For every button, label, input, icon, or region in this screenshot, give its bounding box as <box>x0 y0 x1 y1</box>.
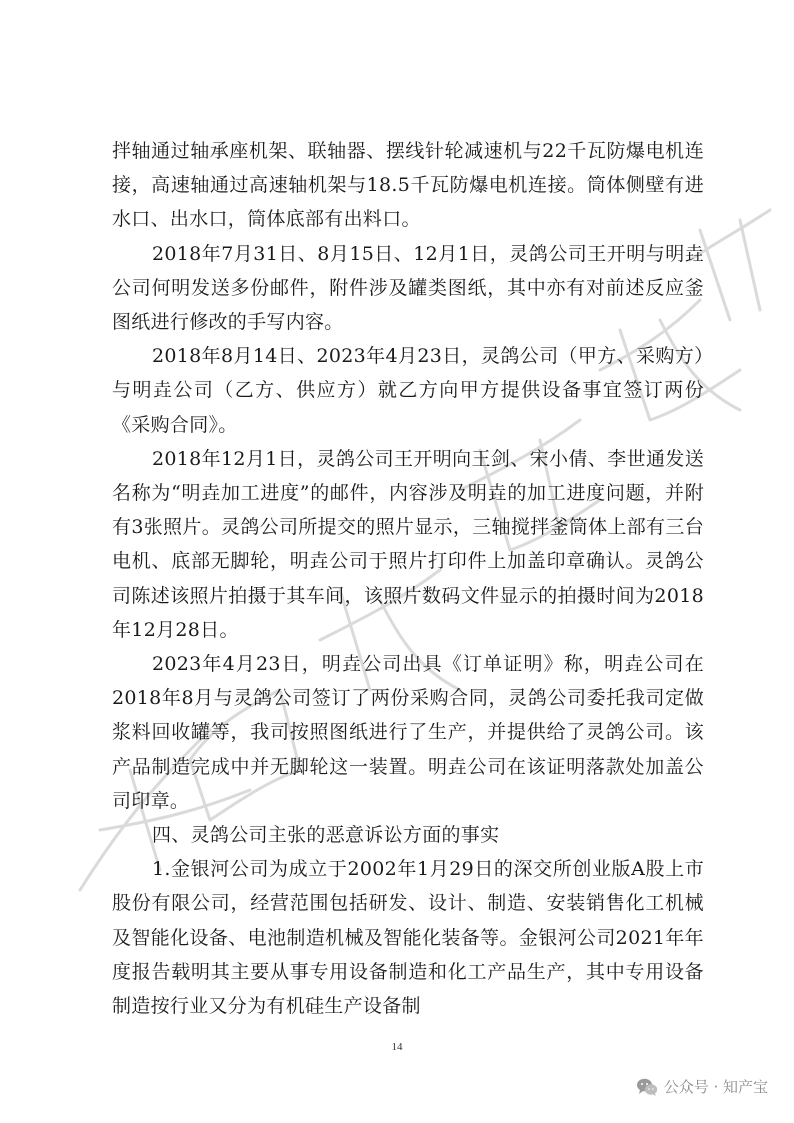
badge-label: 公众号 · 知产宝 <box>663 1078 768 1096</box>
paragraph-1: 拌轴通过轴承座机架、联轴器、摆线针轮减速机与22千瓦防爆电机连接，高速轴通过高速轴机架与18.5千瓦防爆电机连接。筒体侧壁有进水口、出水口，筒体底部有出料口。 <box>112 140 704 231</box>
document-body <box>112 134 704 1023</box>
paragraph-5: 2023年4月23日，明垚公司出具《订单证明》称，明垚公司在2018年8月与灵鸽公司签订了两份采购合同，灵鸽公司委托我司定做浆料回收罐等，我司按照图纸进行了生产，并提供给了灵鸽公司。该产品制造完成中并无脚轮这一装置。明垚公司在该证明落款处加盖公司印章。 <box>112 653 704 812</box>
section-heading: 四、灵鸽公司主张的恶意诉讼方面的事实 <box>152 824 500 847</box>
paragraph-6: 1.金银河公司为成立于2002年1月29日的深交所创业版A股上市股份有限公司，经营范围包括研发、设计、制造、安装销售化工机械及智能化设备、电池制造机械及智能化装备等。金银河公司2021年年度报告载明其主要从事专用设备制造和化工产品生产，其中专用设备制造按行业又分为有机硅生产设备制 <box>112 858 704 1018</box>
source-badge <box>636 1076 768 1097</box>
paragraph-2: 2018年7月31日、8月15日、12月1日，灵鸽公司王开明与明垚公司何明发送多份邮件，附件涉及罐类图纸，其中亦有对前述反应釜图纸进行修改的手写内容。 <box>112 242 704 334</box>
wechat-icon <box>636 1077 658 1097</box>
paragraph-3: 2018年8月14日、2023年4月23日，灵鸽公司（甲方、采购方）与明垚公司（乙方、供应方）就乙方向甲方提供设备事宜签订两份《采购合同》。 <box>112 345 704 436</box>
page-number: 14 <box>391 1041 403 1053</box>
paragraph-4: 2018年12月1日，灵鸽公司王开明向王剑、宋小倩、李世通发送名称为“明垚加工进度”的邮件，内容涉及明垚的加工进度问题，并附有3张照片。灵鸽公司所提交的照片显示，三轴搅拌釜筒体上部有三台电机、底部无脚轮，明垚公司于照片打印件上加盖印章确认。灵鸽公司陈述该照片拍摄于其车间，该照片数码文件显示的拍摄时间为2018年12月28日。 <box>112 447 704 641</box>
